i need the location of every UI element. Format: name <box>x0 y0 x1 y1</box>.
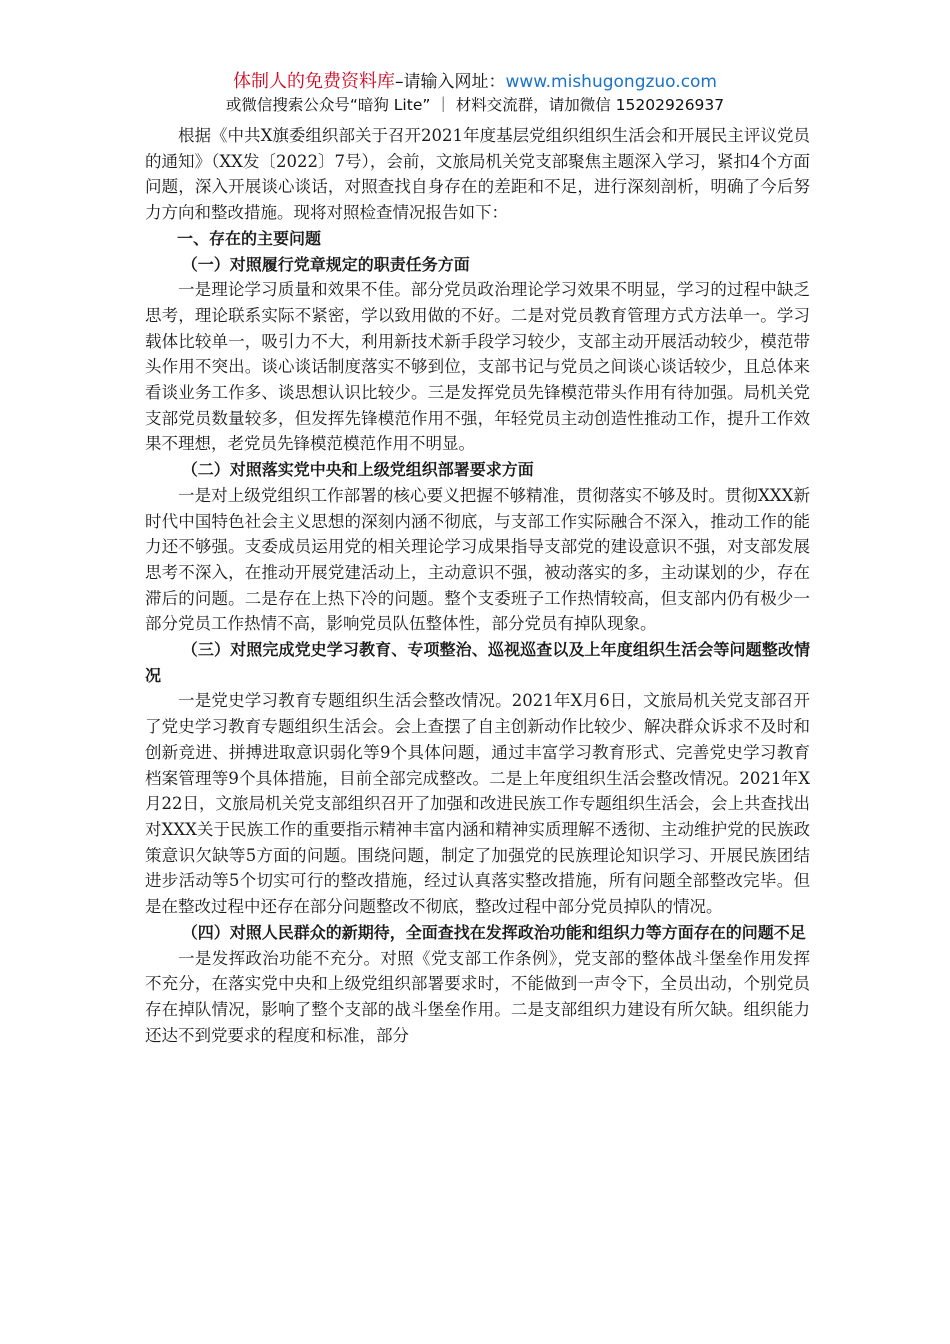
banner-prompt: –请输入网址： <box>394 72 506 92</box>
banner-brand: 体制人的免费资料库 <box>232 71 395 92</box>
wechat-banner: 或微信搜索公众号“暗狗 Lite” ｜ 材料交流群，请加微信 15202926937 <box>225 96 725 114</box>
intro-paragraph: 根据《中共X旗委组织部关于召开2021年度基层党组织组织生活会和开展民主评议党员的通知》（XX发〔2022〕7号），会前，文旅局机关党支部聚焦主题深入学习，紧扣4个方面问题，深入开展谈心谈话，对照查找自身存在的差距和不足，进行深刻剖析，明确了今后努力方向和整改措施。现将对照检查情况报告如下： <box>145 126 810 223</box>
subsection-text-1: 一是理论学习质量和效果不佳。部分党员政治理论学习效果不明显，学习的过程中缺乏思考，理论联系实际不紧密，学以致用做的不好。二是对党员教育管理方式方法单一。学习载体比较单一，吸引力不大，利用新技术新手段学习较少，支部主动开展活动较少，模范带头作用不突出。谈心谈话制度落实不够到位，支部书记与党员之间谈心谈话较少，且总体来看谈业务工作多、谈思想认识比较少。三是发挥党员先锋模范带头作用有待加强。局机关党支部党员数量较多，但发挥先锋模范作用不强，年轻党员主动创造性推动工作，提升工作效果不理想，老党员先锋模范模范作用不明显。 <box>145 280 810 454</box>
report-body <box>145 123 810 1048</box>
site-banner <box>0 70 950 94</box>
banner-url-link[interactable]: www.mishugongzuo.com <box>505 72 717 92</box>
subsection-title-2: （二）对照落实党中央和上级党组织部署要求方面 <box>181 460 534 480</box>
subsection-text-4: 一是发挥政治功能不充分。对照《党支部工作条例》，党支部的整体战斗堡垒作用发挥不充分，在落实党中央和上级党组织部署要求时，不能做到一声令下，全员出动，个别党员存在掉队情况，影响了整个支部的战斗堡垒作用。二是支部组织力建设有所欠缺。组织能力还达不到党要求的程度和标准，部分 <box>145 948 810 1045</box>
subsection-title-4: （四）对照人民群众的新期待，全面查找在发挥政治功能和组织力等方面存在的问题不足 <box>181 922 806 942</box>
subsection-text-2: 一是对上级党组织工作部署的核心要义把握不够精准，贯彻落实不够及时。贯彻XXX新时代中国特色社会主义思想的深刻内涵不彻底，与支部工作实际融合不深入，推动工作的能力还不够强。支委成员运用党的相关理论学习成果指导支部党的建设意识不强，对支部发展思考不深入，在推动开展党建活动上，主动意识不强，被动落实的多，主动谋划的少，存在滞后的问题。二是存在上热下冷的问题。整个支委班子工作热情较高，但支部内仍有极少一部分党员工作热情不高，影响党员队伍整体性，部分党员有掉队现象。 <box>145 485 810 634</box>
subsection-title-3: （三）对照完成党史学习教育、专项整治、巡视巡查以及上年度组织生活会等问题整改情况 <box>145 640 810 685</box>
subsection-text-3: 一是党史学习教育专题组织生活会整改情况。2021年X月6日，文旅局机关党支部召开了党史学习教育专题组织生活会。会上查摆了自主创新动作比较少、解决群众诉求不及时和创新竞进、拼搏进取意识弱化等9个具体问题，通过丰富学习教育形式、完善党史学习教育档案管理等9个具体措施，目前全部完成整改。二是上年度组织生活会整改情况。2021年X月22日，文旅局机关党支部组织召开了加强和改进民族工作专题组织生活会，会上共查找出对XXX关于民族工作的重要指示精神丰富内涵和精神实质理解不透彻、主动维护党的民族政策意识欠缺等5方面的问题。围绕问题，制定了加强党的民族理论知识学习、开展民族团结进步活动等5个切实可行的整改措施，经过认真落实整改措施，所有问题全部整改完毕。但是在整改过程中还存在部分问题整改不彻底，整改过程中部分党员掉队的情况。 <box>145 691 810 917</box>
subsection-title-1: （一）对照履行党章规定的职责任务方面 <box>181 254 470 274</box>
section-title-main-problems: 一、存在的主要问题 <box>177 228 322 248</box>
